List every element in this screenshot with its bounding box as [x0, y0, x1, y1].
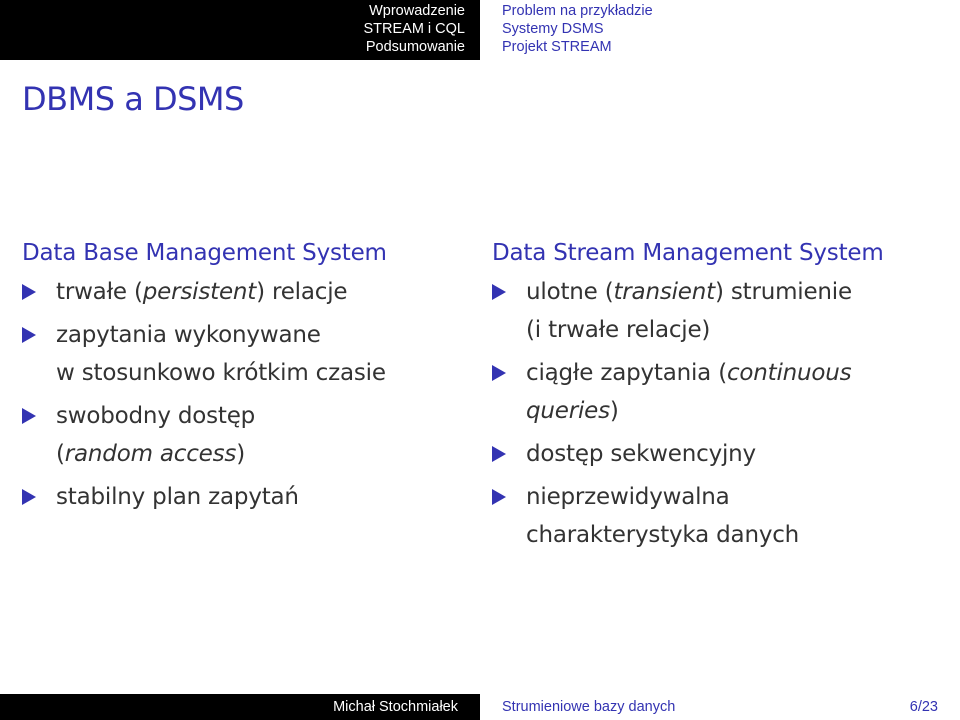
triangle-bullet-icon	[492, 489, 506, 505]
nav-section-0[interactable]: Wprowadzenie	[369, 3, 465, 19]
right-column	[492, 238, 942, 554]
left-list-item	[22, 478, 462, 516]
nav-section-1[interactable]: STREAM i CQL	[363, 21, 465, 37]
left-list-item-text: zapytania wykonywane	[56, 322, 321, 348]
left-bullet-list	[22, 273, 462, 516]
triangle-bullet-icon	[22, 489, 36, 505]
right-list-item	[492, 273, 942, 349]
triangle-bullet-icon	[22, 284, 36, 300]
section-navigation	[0, 0, 480, 60]
right-list-item-text: charakterystyka danych	[526, 522, 800, 548]
triangle-bullet-icon	[22, 408, 36, 424]
right-list-item-text: nieprzewidywalna	[526, 484, 730, 510]
right-column-heading: Data Stream Management System	[492, 240, 884, 266]
right-bullet-list	[492, 273, 942, 554]
right-list-item	[492, 354, 942, 430]
nav-subsection-2[interactable]: Projekt STREAM	[502, 39, 612, 55]
right-list-item	[492, 435, 942, 473]
left-list-item	[22, 273, 462, 311]
left-list-item	[22, 316, 462, 392]
left-column	[22, 238, 462, 516]
left-column-heading: Data Base Management System	[22, 240, 387, 266]
subsection-navigation	[480, 0, 960, 60]
footer-bar	[0, 694, 960, 720]
footer-title-box	[480, 694, 960, 720]
triangle-bullet-icon	[492, 365, 506, 381]
footer-page-number: 6/23	[909, 699, 938, 715]
footer-title: Strumieniowe bazy danych	[502, 699, 676, 715]
triangle-bullet-icon	[492, 284, 506, 300]
nav-subsection-1[interactable]: Systemy DSMS	[502, 21, 604, 37]
right-list-item-text: (i trwałe relacje)	[526, 317, 711, 343]
left-list-item	[22, 397, 462, 473]
right-list-item-text: dostęp sekwencyjny	[526, 441, 756, 467]
triangle-bullet-icon	[492, 446, 506, 462]
nav-section-2[interactable]: Podsumowanie	[365, 39, 465, 55]
left-list-item-text: trwałe (persistent) relacje	[56, 279, 348, 305]
left-list-item-text: stabilny plan zapytań	[56, 484, 299, 510]
right-list-item-text: ciągłe zapytania (continuous	[526, 360, 852, 386]
left-list-item-text: w stosunkowo krótkim czasie	[56, 360, 386, 386]
triangle-bullet-icon	[22, 327, 36, 343]
nav-subsection-0[interactable]: Problem na przykładzie	[502, 3, 653, 19]
footer-author: Michał Stochmiałek	[333, 699, 458, 715]
right-list-item	[492, 478, 942, 554]
left-list-item-text: swobodny dostęp	[56, 403, 256, 429]
right-list-item-text: queries)	[526, 398, 619, 424]
footer-author-box	[0, 694, 480, 720]
left-list-item-text: (random access)	[56, 441, 245, 467]
top-navigation-bar	[0, 0, 960, 60]
right-list-item-text: ulotne (transient) strumienie	[526, 279, 852, 305]
slide-title: DBMS a DSMS	[22, 80, 244, 118]
